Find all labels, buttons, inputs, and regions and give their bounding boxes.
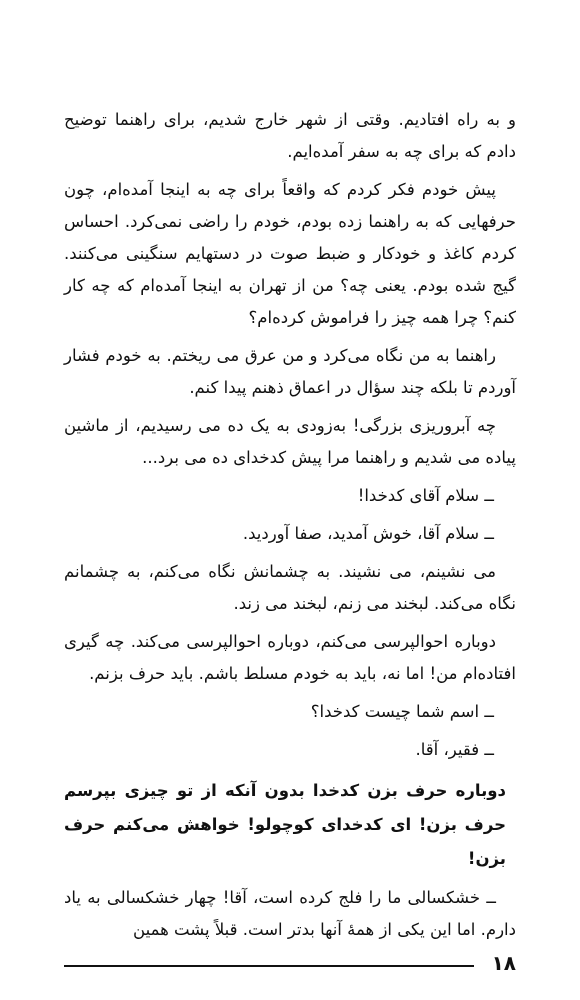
bold-passage: دوباره حرف بزن کدخدا بدون آنکه از تو چیزی بپرسم حرف بزن! ای کدخدای کوچولو! خواهش می‌کنم حرف بزن! bbox=[64, 781, 506, 868]
dialogue-line: ــ سلام آقا، خوش آمدید، صفا آوردید. bbox=[242, 524, 494, 543]
dialogue-line: ــ سلام آقای کدخدا! bbox=[357, 486, 494, 505]
page-footer bbox=[64, 948, 516, 978]
page-body bbox=[64, 104, 516, 952]
paragraph: دوباره احوالپرسی می‌کنم، دوباره احوالپرسی می‌کند. چه گیری افتاده‌ام من! اما نه، باید به خودم مسلط باشم. باید حرف بزنم. bbox=[64, 632, 516, 683]
dialogue-line: ــ اسم شما چیست کدخدا؟ bbox=[310, 702, 494, 721]
paragraph: می نشینم، می نشیند. به چشمانش نگاه می‌کنم، به چشمانم نگاه می‌کند. لبخند می زنم، لبخند می زند. bbox=[64, 562, 516, 613]
paragraph: راهنما به من نگاه می‌کرد و من عرق می ریختم. به خودم فشار آوردم تا بلکه چند سؤال در اعماق ذهنم پیدا کنم. bbox=[64, 346, 516, 397]
dialogue-line: ــ فقیر، آقا. bbox=[415, 740, 494, 759]
paragraph: چه آبروریزی بزرگی! به‌زودی به یک ده می رسیدیم، از ماشین پیاده می شدیم و راهنما مرا پیش کدخدای ده می برد... bbox=[64, 416, 516, 467]
footer-rule bbox=[64, 965, 474, 967]
paragraph: و به راه افتادیم. وقتی از شهر خارج شدیم، برای راهنما توضیح دادم که برای چه به سفر آمده‌ایم. bbox=[64, 110, 516, 161]
closing-paragraph: ــ خشکسالی ما را فلج کرده است، آقا! چهار خشکسالی به یاد دارم. اما این یکی از همهٔ آنها بدتر است. قبلاً پشت همین bbox=[64, 888, 516, 939]
page-number: ۱۸ bbox=[491, 951, 516, 975]
paragraph: پیش خودم فکر کردم که واقعاً برای چه به اینجا آمده‌ام، چون حرفهایی که به راهنما زده بودم، خودم را راضی نمی‌کرد. احساس کردم کاغذ و خودکار و ضبط صوت در دستهایم سنگینی می‌کنند. گیج شده بودم. یعنی چه؟ من از تهران به اینجا آمده‌ام که چه کار کنم؟ چرا همه چیز را فراموش کرده‌ام؟ bbox=[64, 180, 516, 327]
